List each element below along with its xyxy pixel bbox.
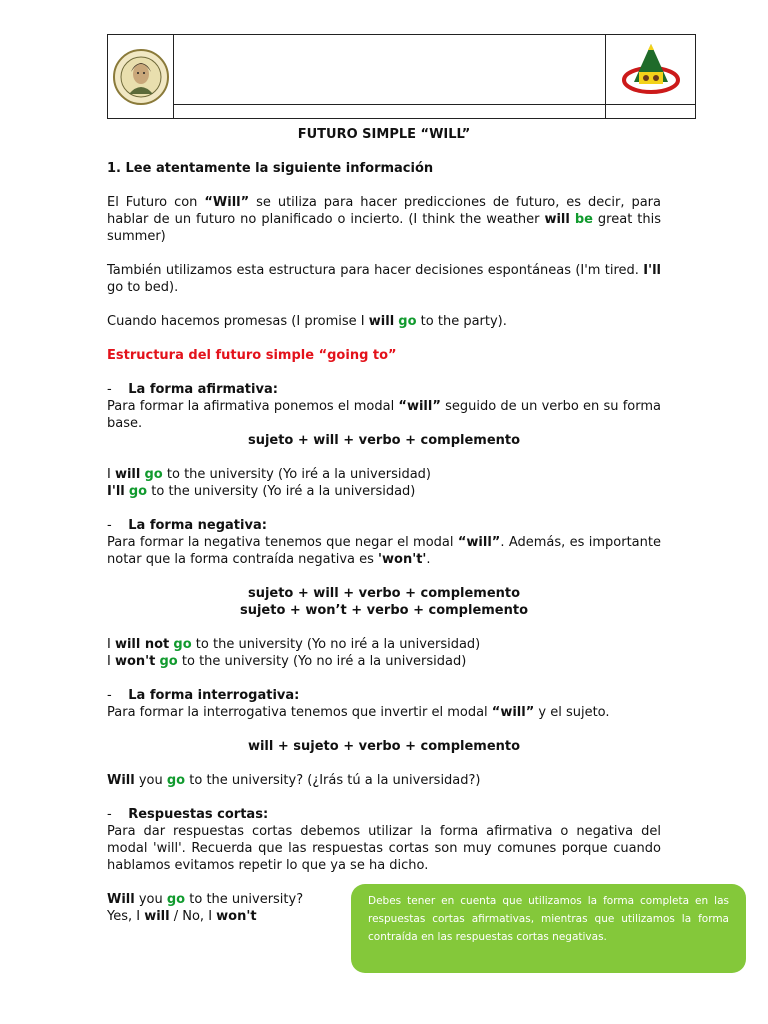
affirmative-formula: sujeto + will + verbo + complemento (247, 433, 521, 448)
affirmative-description: Para formar la afirmativa ponemos el modal “will” seguido de un verbo en su forma base. (107, 399, 661, 431)
short-answers-description: Para dar respuestas cortas debemos utilizar la forma afirmativa o negativa del modal 'will'. Recuerda que las respuestas cortas son muy comunes porque cuando hablamos evitamos repetir lo que ya se ha dicho. (107, 824, 661, 873)
affirmative-example-2: I'll go to the university (Yo iré a la universidad) (107, 484, 416, 499)
negative-formula-2: sujeto + won’t + verbo + complemento (239, 603, 529, 618)
short-answers-question: Will you go to the university? (107, 892, 304, 907)
short-answers-answer: Yes, I will / No, I won't (107, 909, 257, 924)
intro-paragraph-2: También utilizamos esta estructura para hacer decisiones espontáneas (I'm tired. I'll go to bed). (107, 263, 661, 295)
affirmative-heading: - La forma afirmativa: (107, 382, 278, 397)
interrogative-description: Para formar la interrogativa tenemos que invertir el modal “will” y el sujeto. (107, 705, 610, 720)
interrogative-heading: - La forma interrogativa: (107, 688, 300, 703)
left-logo-cell (108, 35, 174, 119)
right-logo-cell (606, 35, 696, 105)
school-crest-logo (112, 48, 170, 106)
institution-emblem-logo (614, 40, 688, 100)
negative-description: Para formar la negativa tenemos que negar el modal “will”. Además, es importante notar que la forma contraída negativa es 'won't'. (107, 535, 661, 567)
intro-paragraph-3: Cuando hacemos promesas (I promise I will go to the party). (107, 314, 507, 329)
header-right-thin-cell (606, 105, 696, 119)
negative-formula-1: sujeto + will + verbo + complemento (247, 586, 521, 601)
header-subtitle-cell (174, 105, 606, 119)
negative-example-1: I will not go to the university (Yo no iré a la universidad) (107, 637, 481, 652)
interrogative-example: Will you go to the university? (¿Irás tú a la universidad?) (107, 773, 481, 788)
page-title: FUTURO SIMPLE “WILL” (297, 127, 471, 142)
short-answers-heading: - Respuestas cortas: (107, 807, 269, 822)
affirmative-example-1: I will go to the university (Yo iré a la universidad) (107, 467, 432, 482)
interrogative-formula: will + sujeto + verbo + complemento (247, 739, 521, 754)
note-box: Debes tener en cuenta que utilizamos la forma completa en las respuestas cortas afirmativas, mientras que utilizamos la forma contraída en las respuestas cortas negativas. (351, 884, 746, 973)
header-title-cell (174, 35, 606, 105)
intro-paragraph-1: El Futuro con “Will” se utiliza para hacer predicciones de futuro, es decir, para hablar de un futuro no planificado o incierto. (I think the weather will be great this summer) (107, 195, 661, 244)
structure-heading: Estructura del futuro simple “going to” (107, 348, 397, 363)
header-table (107, 34, 696, 119)
section-heading: 1. Lee atentamente la siguiente información (107, 161, 434, 176)
negative-example-2: I won't go to the university (Yo no iré a la universidad) (107, 654, 467, 669)
negative-heading: - La forma negativa: (107, 518, 267, 533)
document-body (107, 126, 661, 925)
